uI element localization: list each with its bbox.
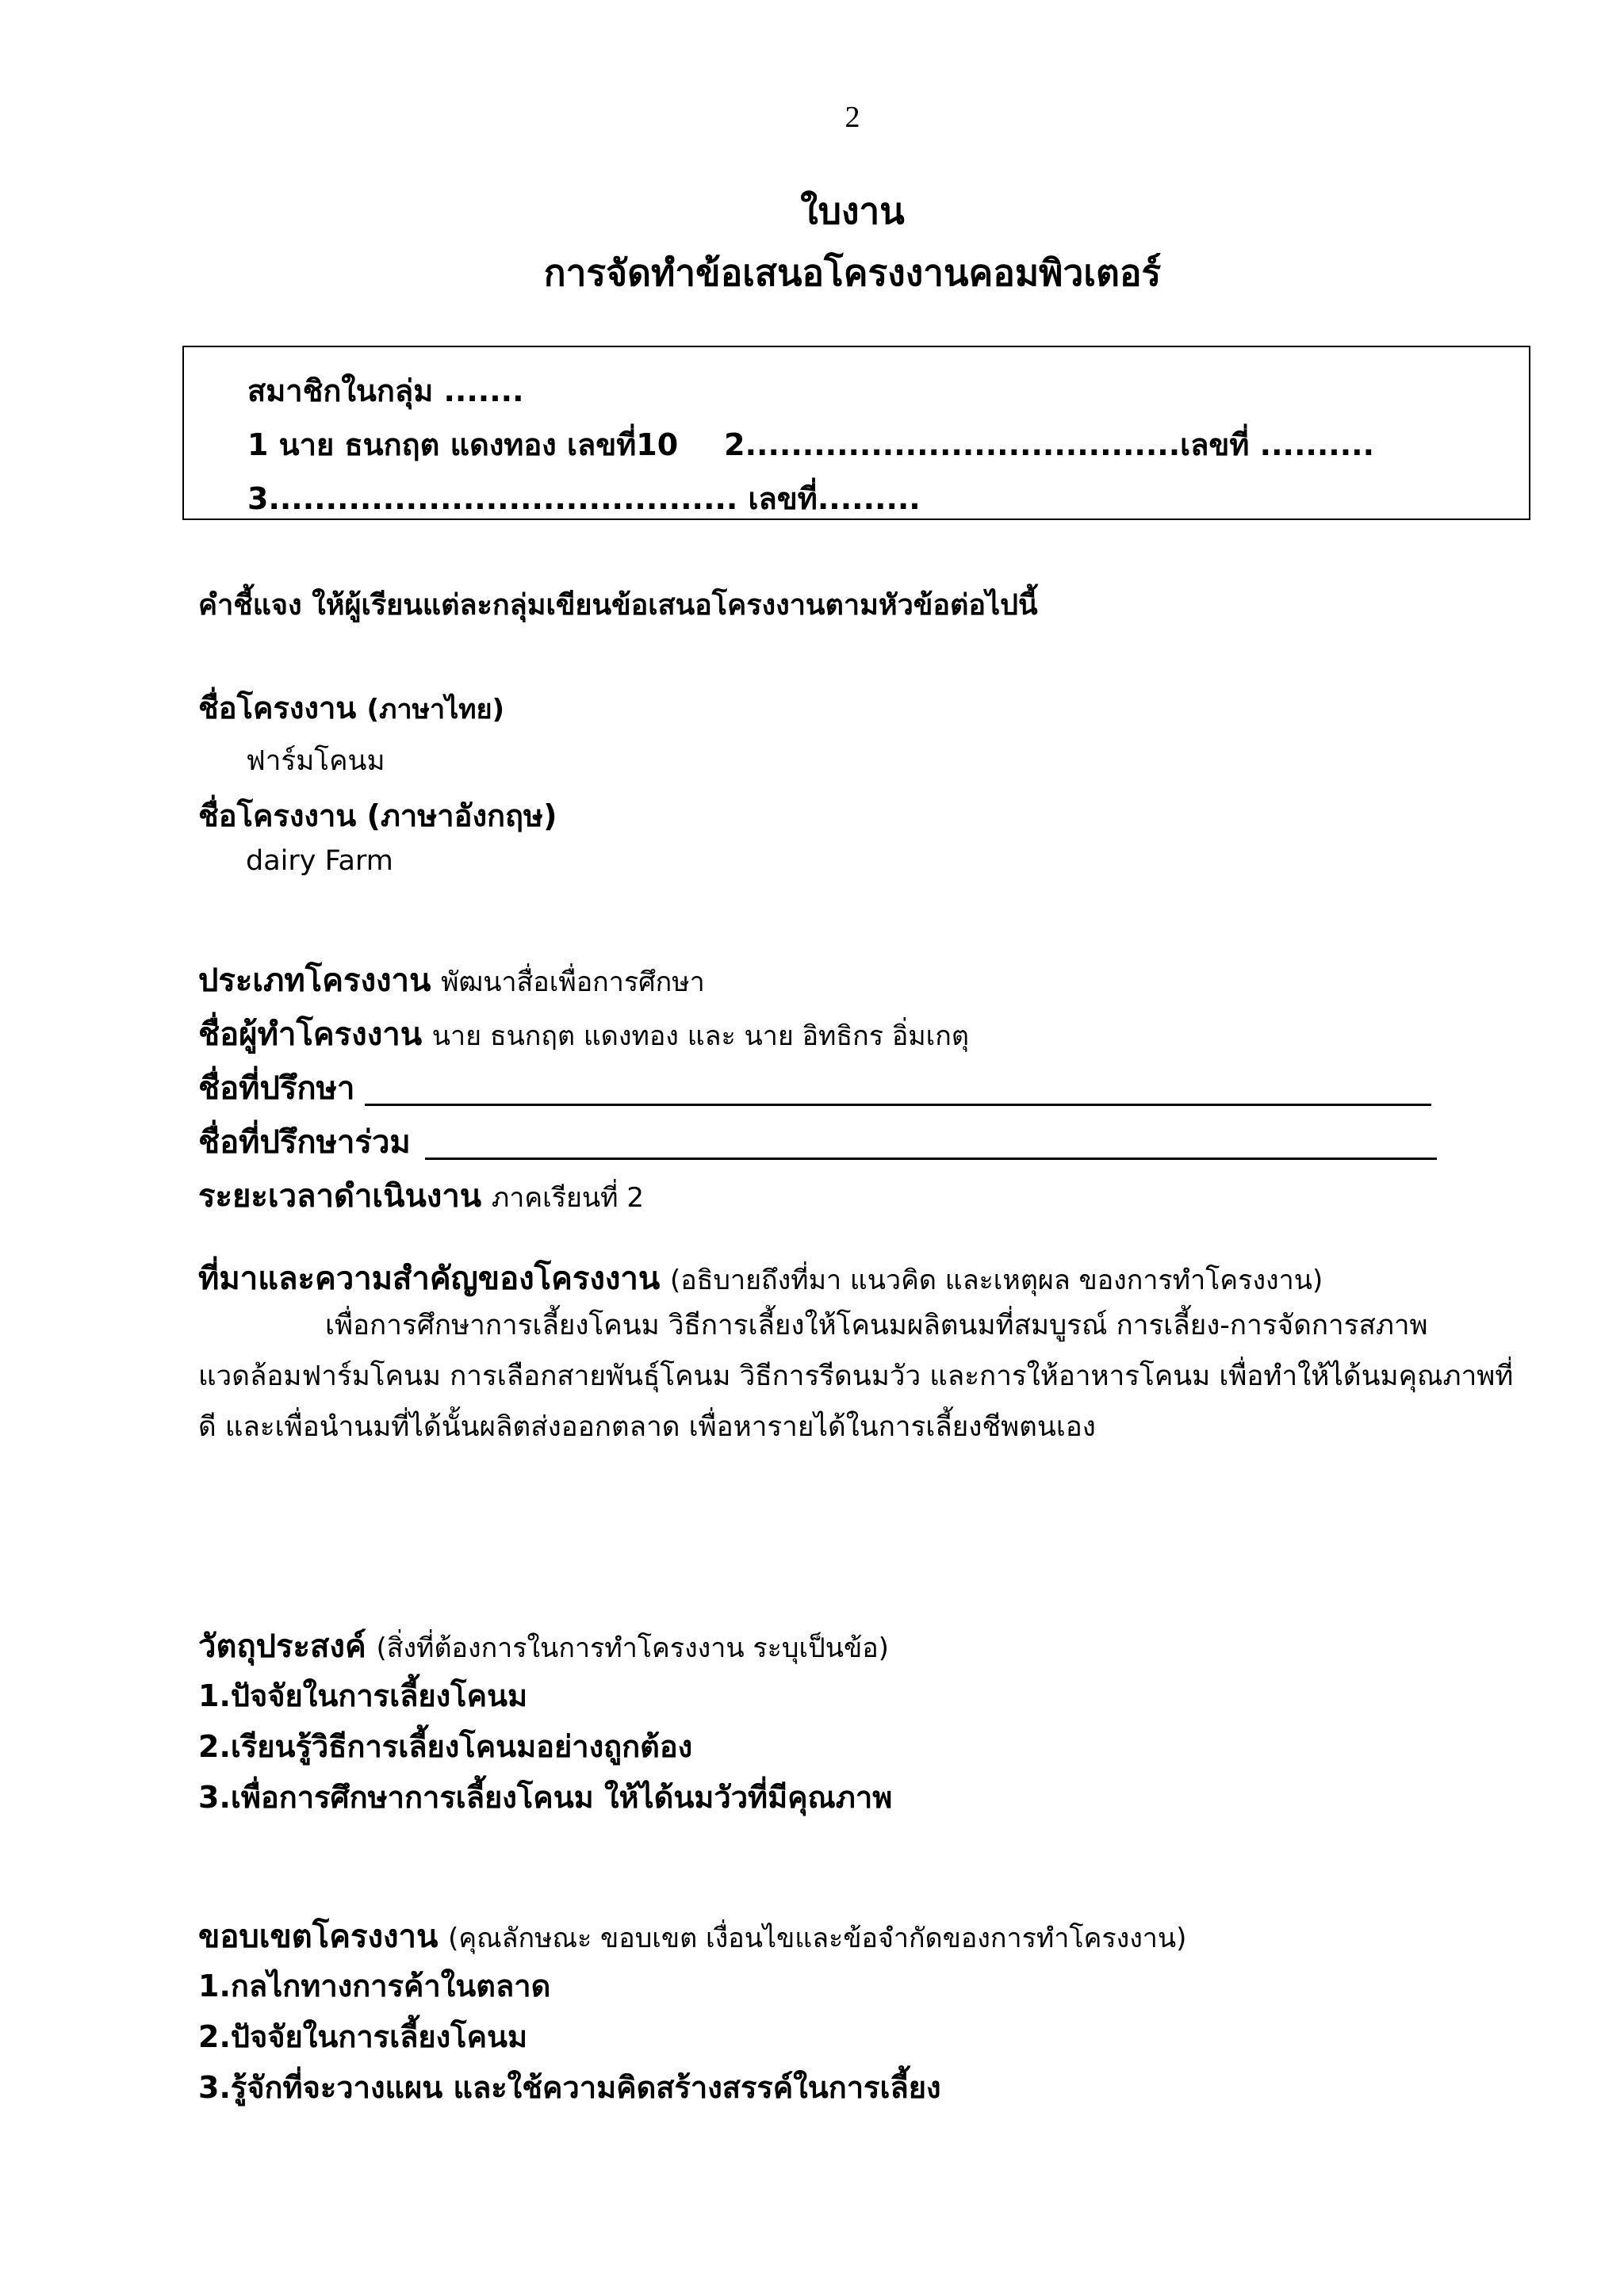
- background-label: ที่มาและความสำคัญของโครงงาน: [198, 1261, 661, 1297]
- project-type-label: ประเภทโครงงาน: [198, 962, 431, 999]
- worksheet-title: ใบงาน: [800, 189, 905, 232]
- duration-row: [198, 1170, 644, 1221]
- authors-label: ชื่อผู้ทำโครงงาน: [198, 1016, 423, 1053]
- background-paragraph: [198, 1300, 1515, 1452]
- co-advisor-blank-line: [425, 1158, 1437, 1160]
- project-name-en-value: dairy Farm: [246, 845, 393, 877]
- scope-item: 3.รู้จักที่จะวางแผน และใช้ความคิดสร้างสรรค์ในการเลี้ยง: [198, 2070, 941, 2105]
- project-type-value: พัฒนาสื่อเพื่อการศึกษา: [441, 966, 705, 998]
- background-heading: [198, 1253, 1323, 1303]
- scope-label: ขอบเขตโครงงาน: [198, 1919, 439, 1955]
- members-header: สมาชิกในกลุ่ม .......: [247, 373, 524, 408]
- advisor-blank-line: [365, 1104, 1431, 1106]
- page-number: 2: [845, 101, 860, 134]
- member-line-1: [247, 420, 1374, 469]
- objective-item: 1.ปัจจัยในการเลี้ยงโคนม: [198, 1678, 528, 1713]
- group-members-box: [182, 346, 1530, 520]
- objective-item: 3.เพื่อการศึกษาการเลี้ยงโคนม ให้ได้นมวัวที่มีคุณภาพ: [198, 1780, 893, 1815]
- project-name-th-sub: (ภาษาไทย): [366, 694, 505, 725]
- objectives-heading: [198, 1621, 889, 1671]
- authors-row: [198, 1008, 969, 1059]
- duration-value: ภาคเรียนที่ 2: [491, 1182, 645, 1214]
- objectives-hint: (สิ่งที่ต้องการในการทำโครงงาน ระบุเป็นข้อ): [376, 1632, 889, 1664]
- member-2: 2......................................เลขที่ ..........: [724, 427, 1375, 462]
- project-name-th-heading: [198, 683, 504, 732]
- co-advisor-label: ชื่อที่ปรึกษาร่วม: [198, 1124, 411, 1161]
- advisor-label: ชื่อที่ปรึกษา: [198, 1070, 355, 1107]
- scope-heading: [198, 1911, 1186, 1961]
- background-text: เพื่อการศึกษาการเลี้ยงโคนม วิธีการเลี้ยงให้โคนมผลิตนมที่สมบูรณ์ การเลี้ยง-การจัดการสภาพแวดล้อมฟาร์มโคนม การเลือกสายพันธุ์โคนม วิธีการรีดนมวัว และการให้อาหารโคนม เพื่อทำให้ได้นมคุณภาพที่ดี และเพื่อนำนมที่ได้นั้นผลิตส่งออกตลาด เพื่อหารายได้ในการเลี้ยงชีพตนเอง: [198, 1310, 1514, 1443]
- project-name-th-value: ฟาร์มโคนม: [246, 745, 385, 777]
- scope-item: 2.ปัจจัยในการเลี้ยงโคนม: [198, 2019, 528, 2054]
- objective-item: 2.เรียนรู้วิธีการเลี้ยงโคนมอย่างถูกต้อง: [198, 1729, 693, 1764]
- member-3: 3......................................... เลขที่.........: [247, 481, 921, 516]
- scope-hint: (คุณลักษณะ ขอบเขต เงื่อนไขและข้อจำกัดของการทำโครงงาน): [448, 1923, 1187, 1954]
- background-hint: (อธิบายถึงที่มา แนวคิด และเหตุผล ของการทำโครงงาน): [669, 1265, 1323, 1296]
- project-type-row: [198, 955, 705, 1005]
- duration-label: ระยะเวลาดำเนินงาน: [198, 1178, 482, 1215]
- objectives-label: วัตถุประสงค์: [198, 1628, 366, 1665]
- project-name-en-label: ชื่อโครงงาน (ภาษาอังกฤษ): [198, 798, 557, 833]
- member-1: 1 นาย ธนกฤต แดงทอง เลขที่10: [247, 427, 679, 462]
- worksheet-subtitle: การจัดทำข้อเสนอโครงงานคอมพิวเตอร์: [543, 251, 1162, 294]
- instruction: คำชี้แจง ให้ผู้เรียนแต่ละกลุ่มเขียนข้อเสนอโครงงานตามหัวข้อต่อไปนี้: [198, 589, 1038, 622]
- authors-value: นาย ธนกฤต แดงทอง และ นาย อิทธิกร อิ่มเกตุ: [431, 1020, 969, 1052]
- scope-item: 1.กลไกทางการค้าในตลาด: [198, 1969, 551, 2003]
- project-name-th-label: ชื่อโครงงาน: [198, 691, 357, 725]
